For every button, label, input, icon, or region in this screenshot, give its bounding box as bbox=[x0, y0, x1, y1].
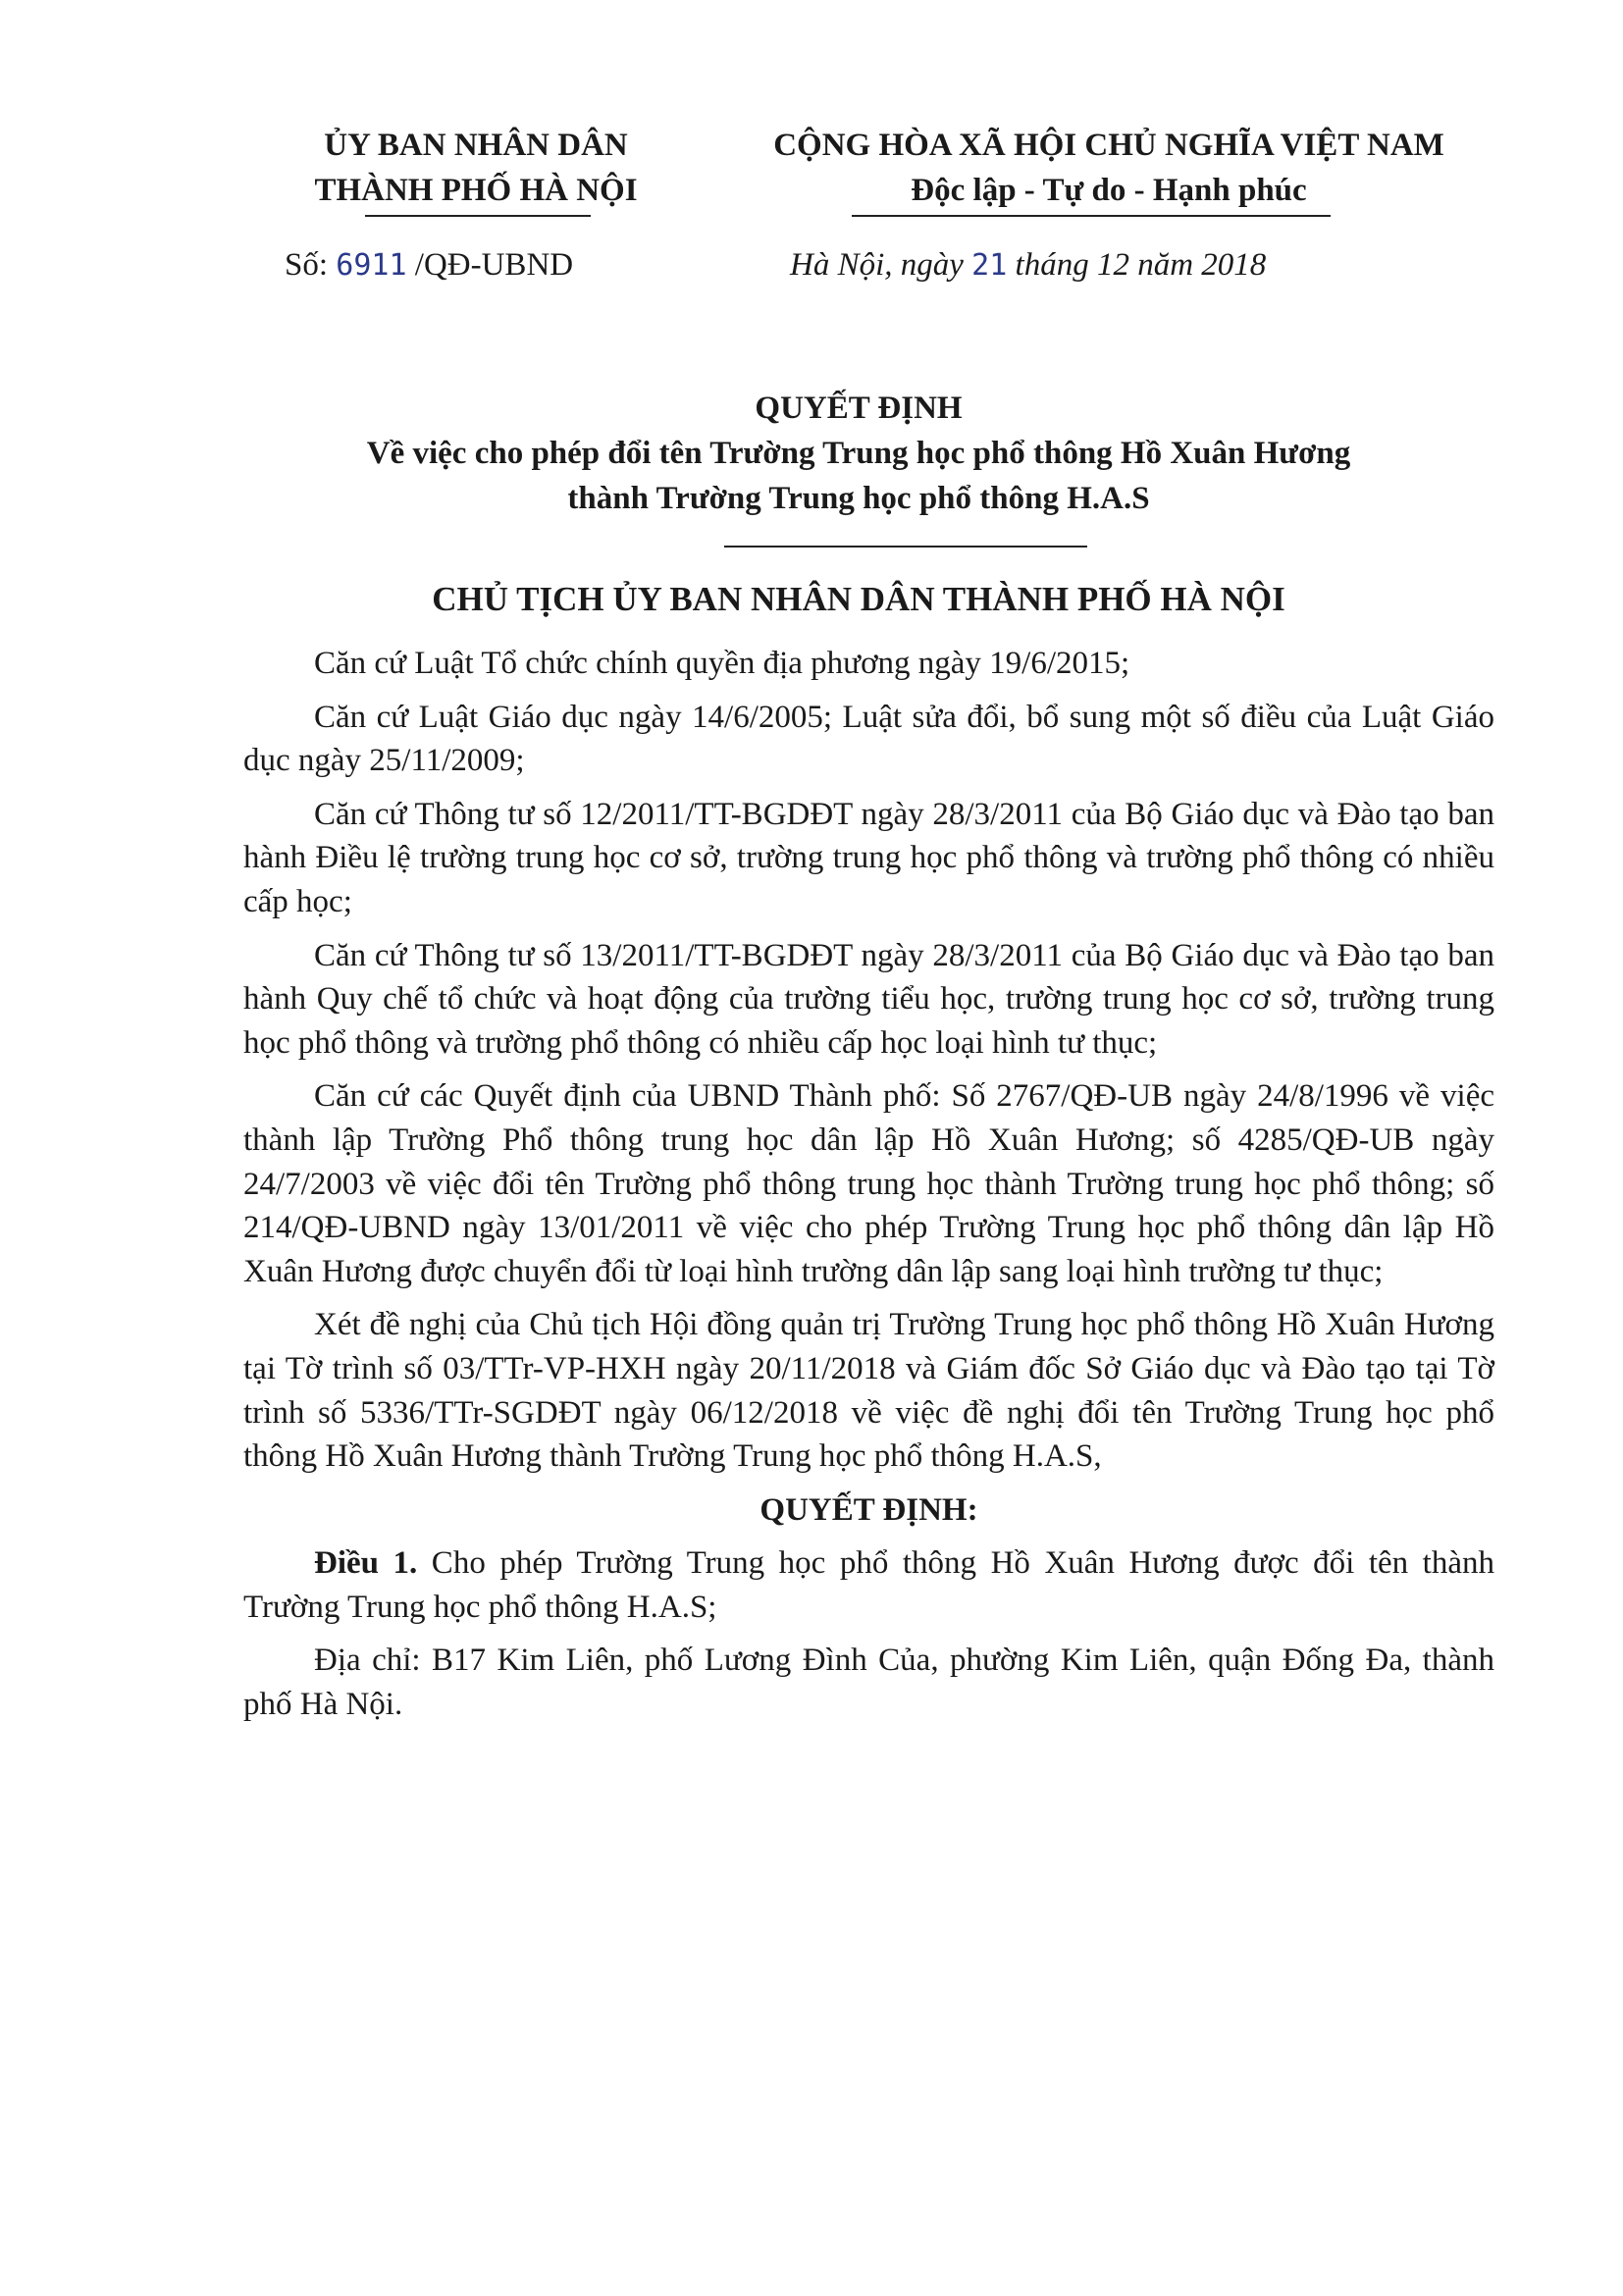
document-body bbox=[243, 642, 1494, 1737]
national-motto bbox=[716, 123, 1501, 213]
decision-authority: CHỦ TỊCH ỦY BAN NHÂN DÂN THÀNH PHỐ HÀ NỘI bbox=[432, 580, 1285, 618]
title-underline bbox=[724, 546, 1087, 548]
issuing-authority-line1: ỦY BAN NHÂN DÂN bbox=[324, 128, 628, 163]
issue-date-day-handwritten: 21 bbox=[971, 248, 1008, 283]
title-subject-line2: thành Trường Trung học phổ thông H.A.S bbox=[567, 481, 1150, 516]
proposal-paragraph: Xét đề nghị của Chủ tịch Hội đồng quản trị Trường Trung học phổ thông Hồ Xuân Hương tại Tờ trình số 03/TTr-VP-HXH ngày 20/11/2018 và Giám đốc Sở Giáo dục và Đào tạo tại Tờ trình số 5336/TTr-SGDĐT ngày 06/12/2018 về việc đề nghị đổi tên Trường Trung học phổ thông Hồ Xuân Hương thành Trường Trung học phổ thông H.A.S, bbox=[243, 1307, 1494, 1475]
issuing-authority bbox=[245, 123, 707, 213]
title-subject-line1: Về việc cho phép đổi tên Trường Trung học phổ thông Hồ Xuân Hương bbox=[366, 436, 1351, 471]
national-motto-line2: Độc lập - Tự do - Hạnh phúc bbox=[911, 173, 1307, 208]
decision-heading: QUYẾT ĐỊNH: bbox=[759, 1491, 978, 1528]
legal-basis-1: Căn cứ Luật Tổ chức chính quyền địa phương ngày 19/6/2015; bbox=[314, 646, 1130, 681]
motto-underline bbox=[852, 215, 1331, 217]
legal-basis-3: Căn cứ Thông tư số 12/2011/TT-BGDĐT ngày 28/3/2011 của Bộ Giáo dục và Đào tạo ban hành Điều lệ trường trung học cơ sở, trường trung học phổ thông và trường phổ thông có nhiều cấp học; bbox=[243, 796, 1494, 919]
document-number-prefix: Số: bbox=[285, 247, 329, 283]
document-number bbox=[285, 247, 573, 284]
authority-underline bbox=[365, 215, 591, 217]
article-1 bbox=[243, 1541, 1494, 1629]
legal-basis-2: Căn cứ Luật Giáo dục ngày 14/6/2005; Luật sửa đổi, bổ sung một số điều của Luật Giáo dục ngày 25/11/2009; bbox=[243, 699, 1494, 779]
issue-date bbox=[790, 247, 1266, 284]
document-number-suffix: /QĐ-UBND bbox=[414, 247, 574, 283]
document-title bbox=[196, 386, 1521, 521]
issue-date-suffix: tháng 12 năm 2018 bbox=[1015, 247, 1267, 283]
article-1-label: Điều 1. bbox=[314, 1545, 418, 1582]
title-heading: QUYẾT ĐỊNH bbox=[755, 391, 963, 426]
article-1-text: Cho phép Trường Trung học phổ thông Hồ Xuân Hương được đổi tên thành Trường Trung học phổ thông H.A.S; bbox=[243, 1545, 1494, 1625]
issuing-authority-line2: THÀNH PHỐ HÀ NỘI bbox=[314, 173, 638, 208]
issue-date-prefix: Hà Nội, ngày bbox=[790, 247, 964, 283]
address-paragraph: Địa chỉ: B17 Kim Liên, phố Lương Đình Của, phường Kim Liên, quận Đống Đa, thành phố Hà Nội. bbox=[243, 1643, 1494, 1723]
national-motto-line1: CỘNG HÒA XÃ HỘI CHỦ NGHĨA VIỆT NAM bbox=[773, 128, 1444, 163]
legal-basis-5: Căn cứ các Quyết định của UBND Thành phố: Số 2767/QĐ-UB ngày 24/8/1996 về việc thành lập Trường Phổ thông trung học dân lập Hồ Xuân Hương; số 4285/QĐ-UB ngày 24/7/2003 về việc đổi tên Trường phổ thông trung học thành Trường trung học phổ thông; số 214/QĐ-UBND ngày 13/01/2011 về việc cho phép Trường Trung học phổ thông dân lập Hồ Xuân Hương được chuyển đổi từ loại hình trường dân lập sang loại hình trường tư thục; bbox=[243, 1078, 1494, 1289]
legal-basis-4: Căn cứ Thông tư số 13/2011/TT-BGDĐT ngày 28/3/2011 của Bộ Giáo dục và Đào tạo ban hành Quy chế tổ chức và hoạt động của trường tiểu học, trường trung học cơ sở, trường trung học phổ thông và trường phổ thông có nhiều cấp học loại hình tư thục; bbox=[243, 937, 1494, 1061]
document-number-handwritten: 6911 bbox=[336, 248, 407, 283]
